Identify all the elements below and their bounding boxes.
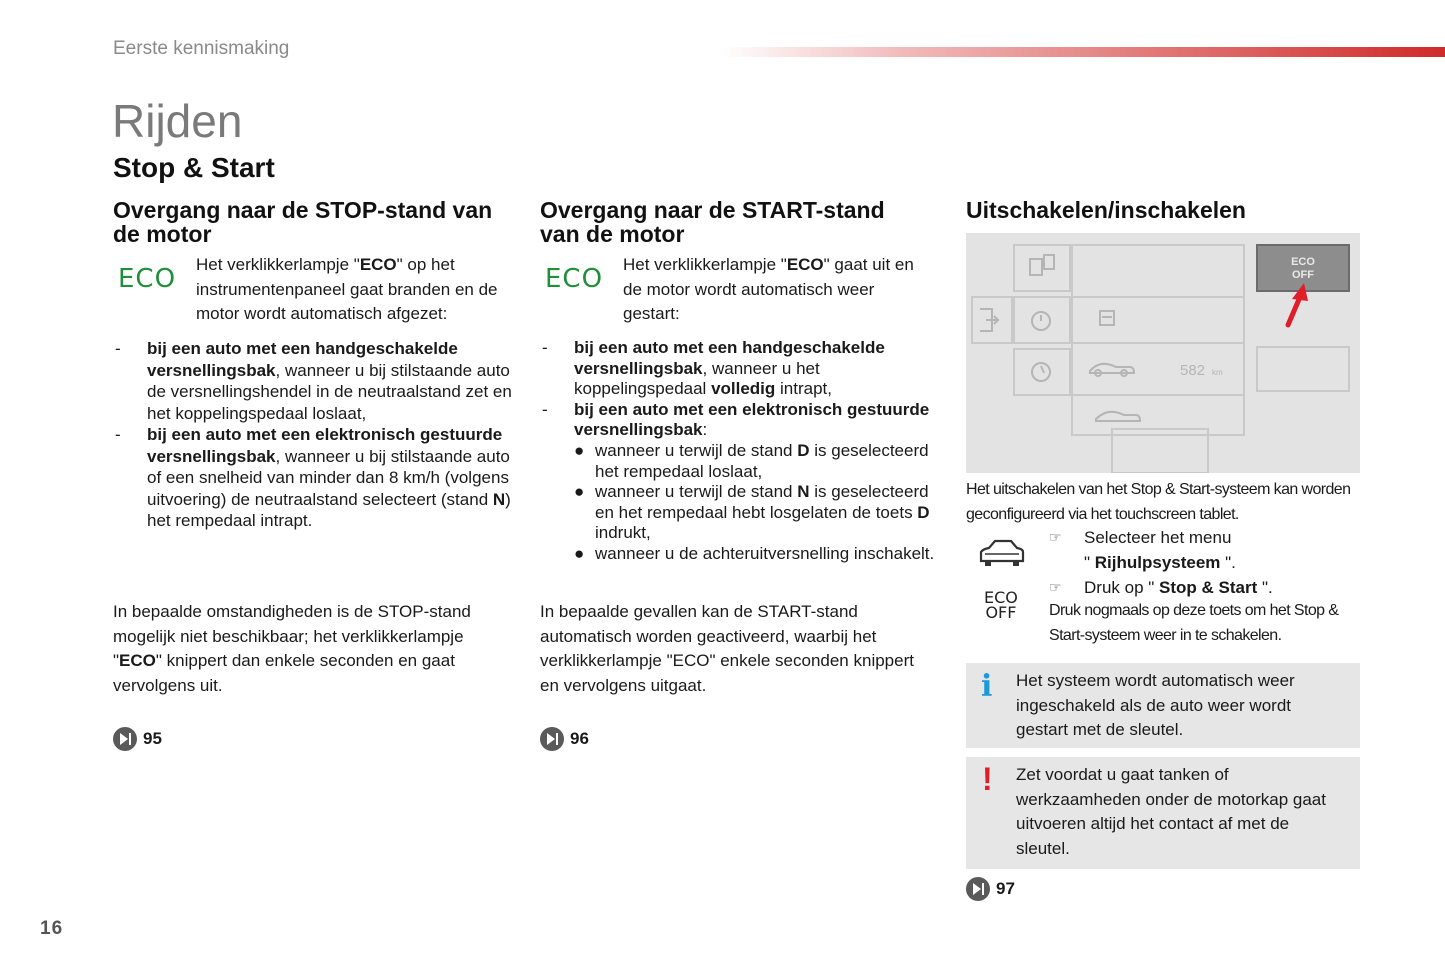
screen-distance: 582: [1180, 362, 1206, 379]
reenable-text: Druk nogmaals op deze toets om het Stop & Start-systeem weer in te schakelen.: [1049, 602, 1339, 644]
col1-intro: Het verklikkerlampje "ECO" op het instrumentenpaneel gaat branden en de motor wordt automatisch afgezet:: [196, 255, 498, 323]
list-item: - bij een auto met een elektronisch gestuurde versnellingsbak: ● wanneer u terwijl de stand D is geselecteerd het rempedaal loslaat, ● wanneer u terwijl de stand N is geselecteerd en het rempedaal hebt losgelaten de toets D indrukt, ● wanneer u de achteruitversnelling inschakelt.: [542, 399, 935, 563]
list-item: - bij een auto met een handgeschakelde versnellingsbak, wanneer u bij stilstaande auto de versnellingshendel in de neutraalstand zet en het koppelingspedaal loslaat,: [115, 339, 512, 423]
col2-paragraph: In bepaalde gevallen kan de START-stand automatisch worden geactiveerd, waarbij het verklikkerlampje "ECO" enkele seconden knippert en vervolgens uitgaat.: [540, 602, 914, 695]
screen-caption: Het uitschakelen van het Stop & Start-systeem kan worden geconfigureerd via het touchscreen tablet.: [966, 481, 1351, 523]
col1-list: [113, 338, 513, 532]
eco-off-icon: ECO OFF: [984, 588, 1018, 622]
skip-forward-icon: [540, 727, 564, 751]
section-title: Stop & Start: [113, 152, 275, 183]
skip-forward-icon: [966, 877, 990, 901]
warning-icon: !: [982, 761, 993, 797]
eco-indicator-icon: ECO: [118, 264, 177, 294]
warning-box: [966, 757, 1360, 869]
bullet-item: ● wanneer u de achteruitversnelling inschakelt.: [574, 543, 935, 563]
page-title: Rijden: [112, 95, 243, 147]
list-item: - bij een auto met een handgeschakelde versnellingsbak, wanneer u het koppelingspedaal volledig intrapt,: [542, 338, 885, 399]
page-reference[interactable]: 96: [540, 727, 589, 751]
header-accent-bar: [720, 47, 1445, 57]
page-number: 16: [40, 918, 64, 939]
col2-heading: Overgang naar de START-stand van de motor: [540, 197, 885, 247]
steps: [1049, 525, 1369, 600]
eco-off-button[interactable]: [1257, 245, 1349, 291]
chapter-title: Eerste kennismaking: [113, 38, 290, 59]
step-item: ☞ Druk op " Stop & Start ".: [1049, 575, 1369, 600]
svg-text:OFF: OFF: [1292, 269, 1314, 281]
col1-paragraph: In bepaalde omstandigheden is de STOP-stand mogelijk niet beschikbaar; het verklikkerlampje "ECO" knippert dan enkele seconden en gaat vervolgens uit.: [113, 602, 471, 695]
pointing-hand-icon: ☞: [1049, 579, 1062, 595]
touchscreen-drawing: [966, 233, 1360, 473]
skip-forward-icon: [113, 727, 137, 751]
col3-heading: Uitschakelen/inschakelen: [966, 197, 1246, 223]
screen-distance-unit: km: [1212, 368, 1223, 377]
bullet-item: ● wanneer u terwijl de stand N is geselecteerd en het rempedaal hebt losgelaten de toets D indrukt,: [574, 482, 930, 543]
info-box: [966, 663, 1360, 748]
col2-intro: Het verklikkerlampje "ECO" gaat uit en de motor wordt automatisch weer gestart:: [623, 255, 914, 323]
warning-text: Zet voordat u gaat tanken of werkzaamheden onder de motorkap gaat uitvoeren altijd het contact af met de sleutel.: [1016, 765, 1326, 858]
pointing-hand-icon: ☞: [1049, 529, 1062, 545]
step-item: ☞ Selecteer het menu " Rijhulpsysteem ".: [1049, 525, 1369, 575]
car-icon: [977, 536, 1027, 568]
bullet-item: ● wanneer u terwijl de stand D is geselecteerd het rempedaal loslaat,: [574, 440, 929, 481]
col1-heading: Overgang naar de STOP-stand van de motor: [113, 197, 493, 247]
info-icon: i: [981, 669, 993, 704]
info-text: Het systeem wordt automatisch weer ingeschakeld als de auto weer wordt gestart met de sleutel.: [1016, 671, 1295, 739]
col2-list: [540, 338, 935, 565]
svg-text:ECO: ECO: [1291, 256, 1315, 268]
page-reference[interactable]: 95: [113, 727, 162, 751]
page-reference[interactable]: 97: [966, 877, 1015, 901]
list-item: - bij een auto met een elektronisch gestuurde versnellingsbak, wanneer u bij stilstaande auto of een snelheid van minder dan 8 km/h (volgens uitvoering) de neutraalstand selecteert (stand N) het rempedaal intrapt.: [115, 425, 511, 530]
eco-indicator-icon: ECO: [545, 264, 604, 294]
touchscreen-illustration: [966, 233, 1360, 473]
